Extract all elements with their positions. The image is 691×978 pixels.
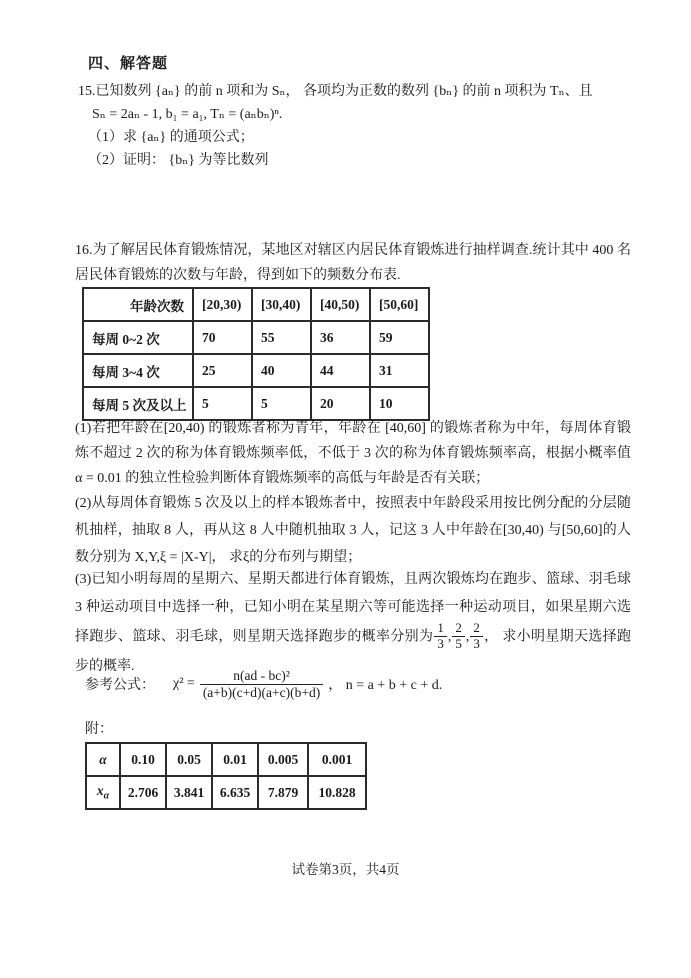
fraction <box>434 621 447 652</box>
alpha-value: 0.001 <box>308 743 366 776</box>
problem-15-part1: （1）求 {aₙ} 的通项公式； <box>88 130 254 145</box>
freq-cell: 44 <box>311 354 370 387</box>
critical-value: 6.635 <box>212 776 258 809</box>
x-label-subscript: α <box>103 790 110 802</box>
formula-tail: ， n = a + b + c + d. <box>328 678 443 694</box>
freq-cell: 20 <box>311 387 370 420</box>
fraction-denominator: (a+b)(c+d)(a+c)(b+d) <box>200 684 323 701</box>
problem-15-line1: 15.已知数列 {aₙ} 的前 n 项和为 Sₙ， 各项均为正数的数列 {bₙ} 的前 n 项积为 Tₙ、且 <box>78 84 593 99</box>
row-label: 每周 3~4 次 <box>83 354 193 387</box>
age-header: [20,30) <box>193 288 252 321</box>
part3-text-before: (3)已知小明每周的星期六、星期天都进行体育锻炼，且两次锻炼均在跑步、篮球、羽毛球 3 种运动项目中选择一种，已知小明在某星期六等可能选择一种运动项目，如果星期六选择跑步、篮球、羽毛球，则星期天选择跑步的概率分别为 <box>75 572 631 645</box>
freq-cell: 55 <box>252 321 311 354</box>
freq-cell: 36 <box>311 321 370 354</box>
table-row <box>86 776 366 809</box>
alpha-value: 0.01 <box>212 743 258 776</box>
problem-16-part3 <box>75 566 631 681</box>
table-row <box>86 743 366 776</box>
reference-formula <box>85 668 641 700</box>
critical-value: 7.879 <box>258 776 308 809</box>
problem-15-equations: Sₙ = 2aₙ - 1, b₁ = a₁, Tₙ = (aₙbₙ)ⁿ. <box>92 107 283 122</box>
problem-15-part2: （2）证明： {bₙ} 为等比数列 <box>88 153 269 168</box>
alpha-value: 0.005 <box>258 743 308 776</box>
frequency-table <box>82 287 430 421</box>
chi-square-lhs: χ² = <box>173 676 195 692</box>
fraction-denominator: 3 <box>434 636 447 652</box>
freq-cell: 31 <box>370 354 429 387</box>
age-header: [50,60] <box>370 288 429 321</box>
chi-square-fraction <box>200 668 323 700</box>
section-title: 四、解答题 <box>88 56 169 72</box>
fraction-separator: , <box>465 629 470 645</box>
fraction <box>452 621 465 652</box>
x-label-base: x <box>96 783 104 799</box>
age-header: [30,40) <box>252 288 311 321</box>
table-header-row <box>83 288 429 321</box>
freq-cell: 40 <box>252 354 311 387</box>
page-footer: 试卷第3页，共4页 <box>291 862 400 877</box>
critical-values-table <box>85 742 367 810</box>
problem-16-part1: (1)若把年龄在[20,40) 的锻炼者称为青年，年龄在 [40,60] 的锻炼者称为中年，每周体育锻炼不超过 2 次的称为体育锻炼频率低，不低于 3 次的称为体育锻炼频率高，根据小概率值 α = 0.01 的独立性检验判断体育锻炼频率的高低与年龄是否有关联； <box>75 421 631 486</box>
alpha-label: α <box>86 743 120 776</box>
x-alpha-label <box>86 776 120 809</box>
table-corner-cell: 年龄次数 <box>83 288 193 321</box>
freq-cell: 10 <box>370 387 429 420</box>
alpha-value: 0.05 <box>166 743 212 776</box>
freq-cell: 25 <box>193 354 252 387</box>
appendix-label: 附： <box>85 722 113 737</box>
critical-value: 3.841 <box>166 776 212 809</box>
freq-cell: 5 <box>252 387 311 420</box>
fraction-numerator: 2 <box>455 620 462 635</box>
formula-label: 参考公式： <box>85 678 155 694</box>
table-row <box>83 321 429 354</box>
freq-cell: 59 <box>370 321 429 354</box>
fraction-denominator: 5 <box>452 636 465 652</box>
fraction-numerator: 2 <box>473 620 480 635</box>
fraction-numerator: 1 <box>437 620 444 635</box>
part3-text-after: ， 求小明星期天选择跑步的概率. <box>75 629 632 674</box>
fraction-separator: , <box>447 629 452 645</box>
age-header: [40,50) <box>311 288 370 321</box>
freq-cell: 5 <box>193 387 252 420</box>
problem-16-part2: (2)从每周体育锻炼 5 次及以上的样本锻炼者中，按照表中年龄段采用按比例分配的分层随机抽样，抽取 8 人，再从这 8 人中随机抽取 3 人，记这 3 人中年龄在[30,40) 与[50,60]的人数分别为 X,Y,ξ = |X-Y|， 求ξ的分布列与期望； <box>75 496 631 565</box>
row-label: 每周 5 次及以上 <box>83 387 193 420</box>
table-row <box>83 354 429 387</box>
fraction <box>470 621 483 652</box>
row-label: 每周 0~2 次 <box>83 321 193 354</box>
problem-16-intro: 16.为了解居民体育锻炼情况，某地区对辖区内居民体育锻炼进行抽样调查.统计其中 400 名居民体育锻炼的次数与年龄，得到如下的频数分布表. <box>75 243 631 283</box>
critical-value: 10.828 <box>308 776 366 809</box>
freq-cell: 70 <box>193 321 252 354</box>
critical-value: 2.706 <box>120 776 166 809</box>
problem-15 <box>78 80 630 172</box>
fraction-numerator: n(ad - bc)² <box>233 668 290 683</box>
fraction-denominator: 3 <box>470 636 483 652</box>
alpha-value: 0.10 <box>120 743 166 776</box>
